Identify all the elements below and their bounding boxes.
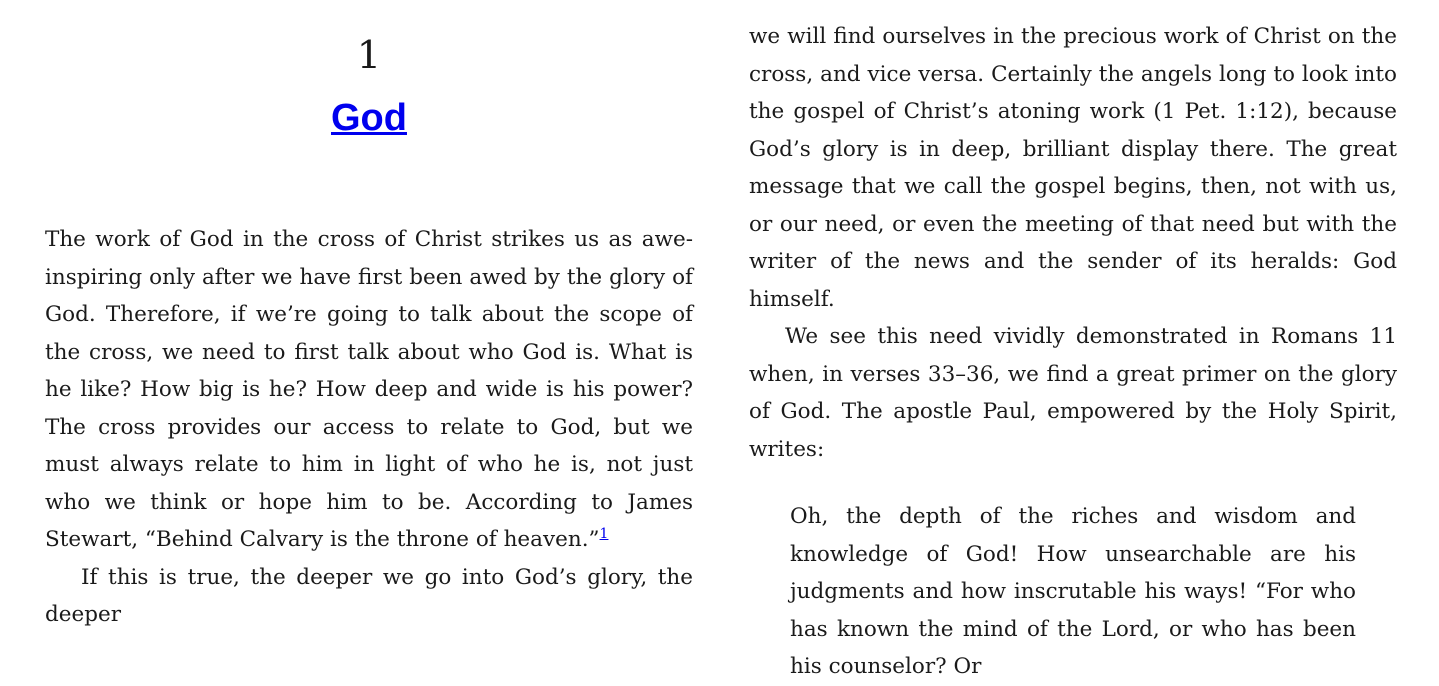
left-page-column: [45, 0, 693, 634]
body-paragraph: [45, 221, 693, 559]
body-paragraph: we will find ourselves in the precious work of Christ on the cross, and vice versa. Certainly the angels long to look into the gospel of Christ’s atoning work (1 Pet. 1:12), because God’s glory is in deep, brilliant display there. The great message that we call the gospel begins, then, not with us, or our need, or even the meeting of that need but with the writer of the news and the sender of its heralds: God himself.: [749, 24, 1397, 312]
paragraph-text: The work of God in the cross of Christ strikes us as awe-inspiring only after we have first been awed by the glory of God. Therefore, if we’re going to talk about the scope of the cross, we need to first talk about who God is. What is he like? How big is he? How deep and wide is his power? The cross provides our access to relate to God, but we must always relate to him in light of who he is, not just who we think or hope him to be. According to James Stewart, “Behind Calvary is the throne of heaven.”: [45, 227, 693, 552]
right-page-column: [749, 0, 1397, 686]
scripture-quote: Oh, the depth of the riches and wisdom and knowledge of God! How unsearchable are his judgments and how inscrutable his ways! “For who has known the mind of the Lord, or who has been his counselor? Or: [790, 504, 1356, 679]
chapter-title: [45, 96, 693, 140]
footnote-link[interactable]: 1: [599, 525, 609, 542]
chapter-title-link[interactable]: God: [331, 97, 407, 139]
chapter-number: 1: [356, 33, 382, 77]
body-paragraph: We see this need vividly demonstrated in Romans 11 when, in verses 33–36, we find a great primer on the glory of God. The apostle Paul, empowered by the Holy Spirit, writes:: [749, 324, 1397, 462]
body-paragraph: If this is true, the deeper we go into God’s glory, the deeper: [45, 564, 693, 627]
